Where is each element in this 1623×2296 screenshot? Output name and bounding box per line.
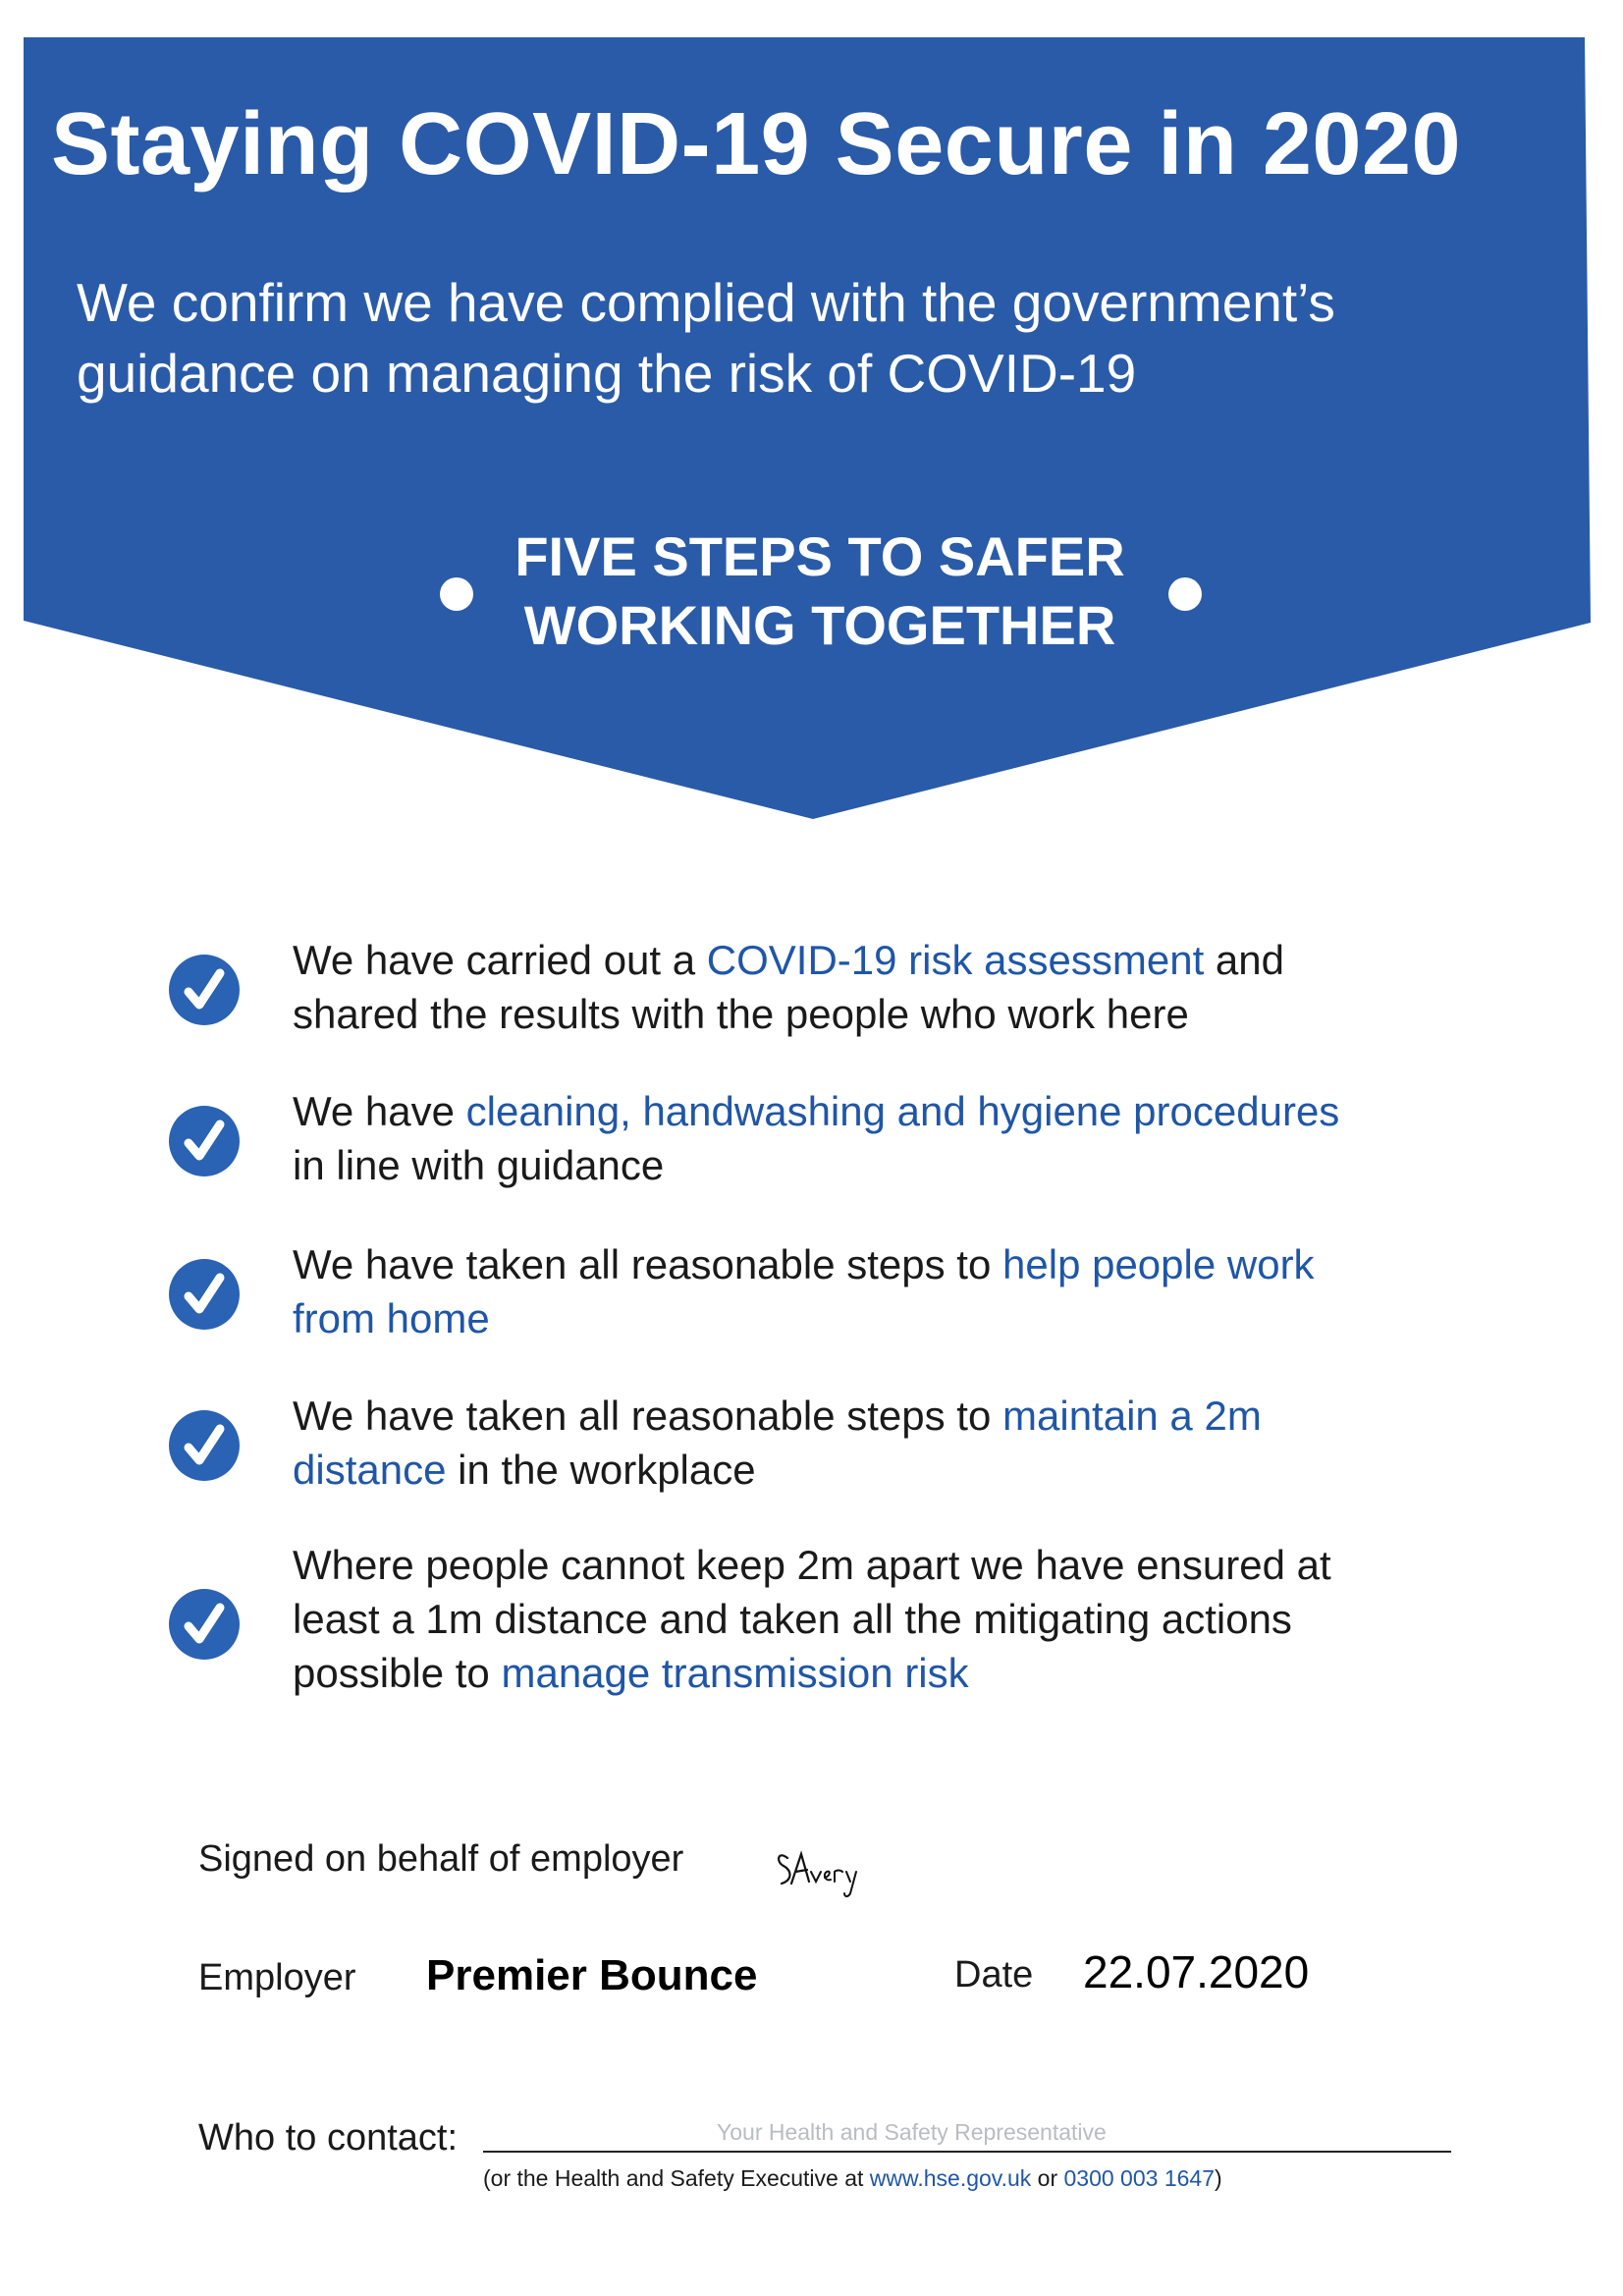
contact-underline <box>483 2151 1451 2153</box>
signed-label: Signed on behalf of employer <box>198 1838 684 1880</box>
text-segment: We have carried out a <box>293 937 707 983</box>
text-line <box>293 1646 1461 1700</box>
hse-phone-link[interactable]: 0300 003 1647 <box>1063 2165 1215 2191</box>
highlight-link: help people work <box>1002 1241 1315 1287</box>
check-icon <box>167 1408 242 1483</box>
text-segment: shared the results with the people who work here <box>293 991 1189 1037</box>
text-segment: We have taken all reasonable steps to <box>293 1241 1003 1287</box>
steps-heading-text <box>471 522 1168 660</box>
steps-heading <box>432 522 1208 670</box>
highlight-link: COVID-19 risk assessment <box>706 937 1205 983</box>
footnote-text: ) <box>1215 2165 1222 2191</box>
text-segment: least a 1m distance and taken all the mitigating actions <box>293 1596 1292 1642</box>
date-value: 22.07.2020 <box>1083 1946 1310 1997</box>
subtitle-line: guidance on managing the risk of COVID-19 <box>77 343 1137 404</box>
signature-image <box>774 1836 882 1905</box>
highlight-link: manage transmission risk <box>501 1650 969 1696</box>
highlight-link: maintain a 2m <box>1002 1393 1262 1439</box>
text-line <box>293 933 1461 987</box>
check-icon <box>167 953 242 1027</box>
contact-label: Who to contact: <box>198 2117 459 2159</box>
check-icon <box>167 1257 242 1332</box>
text-line <box>293 987 1461 1041</box>
text-line <box>293 1592 1461 1646</box>
bullet-dot-icon <box>1168 577 1202 611</box>
employer-value: Premier Bounce <box>426 1951 758 1999</box>
hse-footnote <box>483 2165 1222 2192</box>
text-segment: We have taken all reasonable steps to <box>293 1393 1003 1439</box>
banner-subtitle <box>77 267 1451 409</box>
check-icon <box>167 1587 242 1662</box>
text-line <box>293 1443 1461 1497</box>
text-segment: We have <box>293 1088 466 1134</box>
checklist-item-text <box>293 1237 1461 1345</box>
text-segment: Where people cannot keep 2m apart we have ensured at <box>293 1542 1331 1588</box>
footnote-text: or <box>1031 2165 1064 2191</box>
steps-heading-line: WORKING TOGETHER <box>523 594 1116 656</box>
page-title: Staying COVID-19 Secure in 2020 <box>51 95 1462 193</box>
bullet-dot-icon <box>440 577 473 611</box>
text-line <box>293 1291 1461 1345</box>
checklist-item-text <box>293 1538 1461 1700</box>
text-line <box>293 1237 1461 1291</box>
text-line <box>293 1138 1461 1192</box>
highlight-link: cleaning, handwashing and hygiene procedures <box>465 1088 1340 1134</box>
text-line <box>293 1084 1461 1138</box>
checklist-item-text <box>293 933 1461 1041</box>
text-segment: possible to <box>293 1650 502 1696</box>
text-segment: in the workplace <box>446 1447 756 1493</box>
employer-label: Employer <box>198 1957 356 1998</box>
footnote-text: (or the Health and Safety Executive at <box>483 2165 870 2191</box>
checklist-item-text <box>293 1389 1461 1497</box>
steps-heading-line: FIVE STEPS TO SAFER <box>514 525 1125 587</box>
highlight-link: from home <box>293 1295 490 1341</box>
date-label: Date <box>954 1954 1034 1995</box>
subtitle-line: We confirm we have complied with the government’s <box>77 272 1335 333</box>
highlight-link: distance <box>293 1447 447 1493</box>
check-icon <box>167 1104 242 1178</box>
contact-value: Your Health and Safety Representative <box>717 2119 1107 2145</box>
hse-website-link[interactable]: www.hse.gov.uk <box>869 2165 1032 2191</box>
text-line <box>293 1389 1461 1443</box>
text-line <box>293 1538 1461 1592</box>
text-segment: in line with guidance <box>293 1142 665 1188</box>
text-segment: and <box>1204 937 1285 983</box>
checklist-item-text <box>293 1084 1461 1192</box>
